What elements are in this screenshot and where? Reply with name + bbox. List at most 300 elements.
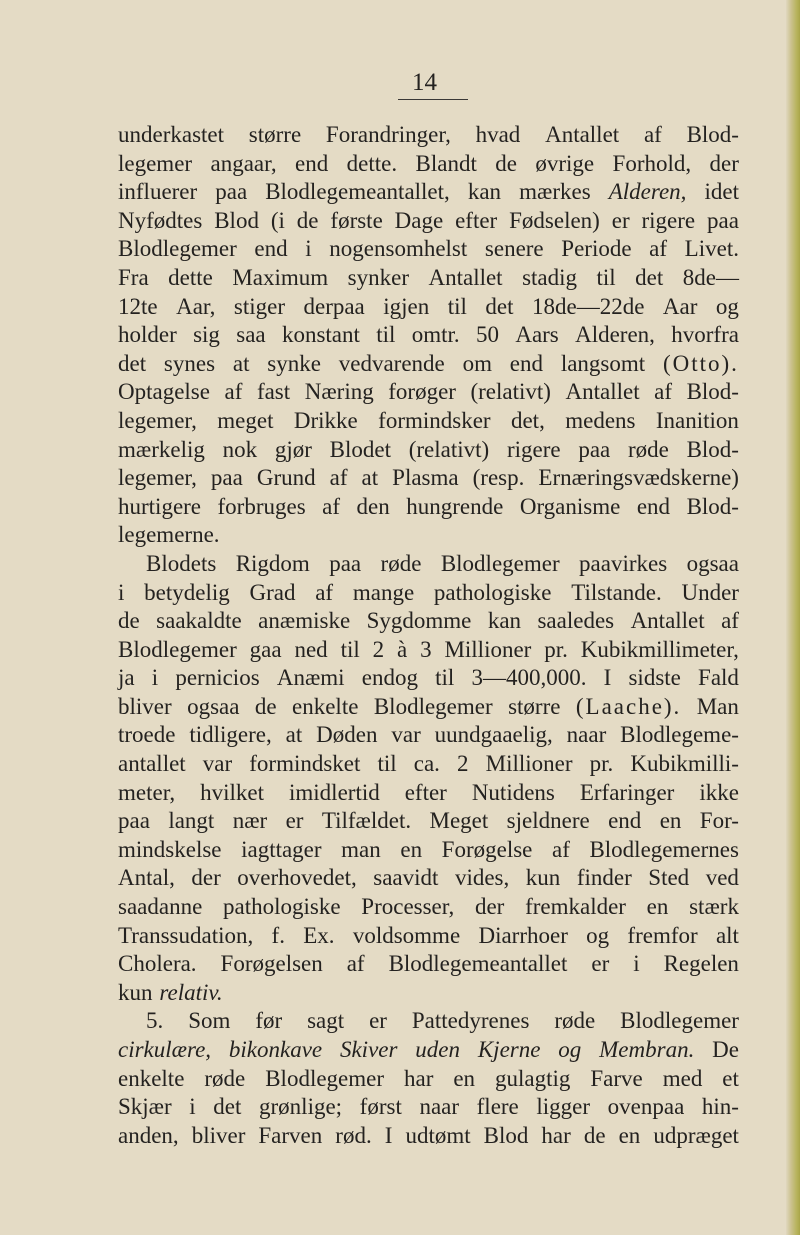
text-line (118, 407, 739, 436)
word: det (118, 350, 147, 376)
word: paavirkes (579, 550, 668, 576)
word: Nutidens (471, 779, 555, 805)
word: formindsket (249, 751, 361, 777)
word: kan (467, 179, 502, 205)
word: Organisme (519, 493, 621, 519)
text-line (118, 493, 739, 522)
word: pr. (589, 751, 614, 777)
word: Blodlegemeantallet (388, 951, 568, 977)
word: (relativt) (470, 379, 551, 405)
text-line (118, 1122, 739, 1151)
text-line (118, 807, 739, 836)
word: de (296, 207, 319, 233)
word: Anæmi (276, 665, 345, 691)
text-line (118, 579, 739, 608)
word: kun (525, 865, 561, 891)
word: og (586, 922, 610, 948)
word: I (384, 1122, 393, 1148)
word: røde (204, 1065, 246, 1091)
text-line (118, 607, 739, 636)
word: var (202, 751, 233, 777)
word: og (715, 293, 739, 319)
word: saadanne (118, 894, 203, 920)
word: Grad (249, 579, 296, 605)
word: Alderen, (575, 322, 655, 348)
word: ca. (413, 751, 440, 777)
word: det (213, 1094, 242, 1120)
word: har (403, 1065, 434, 1091)
word: at (232, 350, 250, 376)
text-line (118, 864, 739, 893)
word: af (346, 951, 365, 977)
word: synker (347, 264, 409, 290)
word: finder (576, 865, 632, 891)
word: ned (294, 636, 328, 662)
word: naar (419, 1094, 460, 1120)
word: Periode (561, 236, 632, 262)
word: i (151, 665, 159, 691)
word: idet (704, 179, 739, 205)
text-line (118, 1007, 739, 1036)
word: angaar, (210, 150, 277, 176)
word: røde (554, 1008, 596, 1034)
word: Inanition (655, 407, 739, 433)
word: af (643, 122, 662, 147)
word: en (400, 836, 423, 862)
text-line (118, 321, 739, 350)
text-line (118, 950, 739, 979)
word: ikke (699, 779, 739, 805)
word: Millioner (485, 751, 573, 777)
word: i (305, 236, 312, 262)
word: rigere (506, 436, 561, 462)
word: 18de—22de (532, 293, 645, 319)
word: Cholera. (118, 951, 197, 977)
word: af (721, 608, 739, 634)
word: legemer (118, 150, 193, 176)
text-line (118, 264, 739, 293)
word: større (508, 693, 561, 719)
word: til (435, 665, 455, 691)
word: til (340, 636, 360, 662)
word: Blod- (686, 436, 739, 462)
word: Kubikmilli- (630, 751, 739, 777)
word: første (330, 207, 383, 233)
word: Blodlegemeantallet, (265, 179, 450, 205)
word: med (662, 1065, 703, 1091)
word: Grund (256, 465, 316, 491)
word: à (396, 636, 408, 662)
word: Blodet (329, 436, 391, 462)
word: nogensomhelst (329, 236, 468, 262)
word: saakaldte (156, 608, 242, 634)
word: ved (705, 865, 739, 891)
text-line (118, 1093, 739, 1122)
word: pathologiske (433, 579, 552, 605)
word: cirkulære, (118, 1037, 212, 1062)
word: antallet (118, 751, 186, 777)
word: For- (699, 808, 739, 834)
word: troede (118, 722, 176, 748)
word: saavidt (373, 865, 439, 891)
word: til (596, 264, 616, 290)
word: Optagelse (118, 379, 210, 405)
word: medens (565, 407, 636, 433)
word: er (591, 951, 610, 977)
page-number-rule (398, 99, 468, 100)
word: hin- (701, 1094, 739, 1120)
word: 5. (146, 1008, 164, 1034)
word: stærk (689, 894, 739, 920)
word: endog (361, 665, 418, 691)
text-line (118, 378, 739, 407)
word: en (618, 1122, 641, 1148)
word: pernicios (175, 665, 260, 691)
word: omtr. (411, 322, 460, 348)
text-line (118, 922, 739, 951)
word: af (329, 465, 348, 491)
word: Erfaringer (579, 779, 675, 805)
body-text (118, 121, 739, 1150)
word: 12te (118, 293, 158, 319)
word: vedvarende (338, 350, 445, 376)
word: det, (510, 407, 545, 433)
word: Antallet (630, 608, 705, 634)
word: betydelig (144, 579, 230, 605)
word: røde (627, 436, 669, 462)
text-line (118, 779, 739, 808)
text-line (118, 235, 739, 264)
word: overhovedet, (237, 865, 357, 891)
word: om (462, 350, 492, 376)
text-line (118, 436, 739, 465)
word: den (356, 493, 390, 519)
word: tidligere, (189, 722, 272, 748)
word: pr. (544, 636, 568, 662)
word: konstant (281, 322, 360, 348)
word: fremkalder (525, 894, 626, 920)
word: Aar (662, 293, 698, 319)
word: Aar, (176, 293, 216, 319)
word: er (611, 207, 630, 233)
word: langsomt (560, 350, 646, 376)
word: mærkelig (118, 436, 205, 462)
word: Blandt (415, 150, 477, 176)
word: end (254, 236, 288, 262)
word: at (285, 722, 303, 748)
word: enkelte (292, 693, 359, 719)
word: Tilfældet. (321, 808, 412, 834)
word: af (551, 836, 570, 862)
word: de (254, 693, 277, 719)
word: sjeldnere (506, 808, 590, 834)
word: Forøgelse (441, 836, 533, 862)
word: Diarrhoer (478, 922, 568, 948)
text-line (118, 664, 739, 693)
word: et (722, 1065, 739, 1091)
text-line (118, 1065, 739, 1094)
word: Skjær (118, 1094, 172, 1120)
word: og (558, 1037, 582, 1062)
word: mærkes (519, 179, 591, 205)
word: Skiver (339, 1037, 398, 1062)
word: (resp. (472, 465, 525, 491)
word: Sygdomme (366, 608, 472, 634)
word: Transsudation, (118, 922, 254, 948)
word: 3—400,000. (471, 665, 587, 691)
word: Ex. (303, 922, 335, 948)
word: Farven (258, 1122, 323, 1148)
word: end (636, 493, 671, 519)
text-line (118, 464, 739, 493)
word: end (608, 808, 642, 834)
text-line (118, 750, 739, 779)
word: Dage (394, 207, 444, 233)
text-line (118, 293, 739, 322)
word: Blodlegemernes (589, 836, 739, 862)
word: der (709, 150, 739, 176)
word: 8de— (682, 264, 739, 290)
word: sagt (307, 1008, 345, 1034)
word: Aars (515, 322, 559, 348)
word: af (322, 493, 341, 519)
word: 2 (372, 636, 385, 662)
word: senere (484, 236, 544, 262)
word: har (541, 1122, 571, 1148)
word: meter, (118, 779, 176, 805)
text-line (118, 693, 739, 722)
word: Pattedyrenes (411, 1008, 530, 1034)
word: at (361, 465, 379, 491)
word: bliver (191, 1122, 246, 1148)
word: ogsaa (686, 550, 739, 576)
word: (relativt) (408, 436, 490, 462)
word: Maximum (232, 264, 329, 290)
word: efter (404, 779, 447, 805)
word: mindskelse (118, 836, 222, 862)
text-line (118, 350, 739, 379)
word: ligger (536, 1094, 591, 1120)
text-line (118, 207, 739, 236)
word: Næring (304, 379, 374, 405)
word: Meget (429, 808, 489, 834)
word: forøger (388, 379, 456, 405)
word: nær (232, 808, 268, 834)
word: er (285, 808, 304, 834)
word: end (509, 350, 543, 376)
word: relativ. (159, 979, 223, 1005)
word: der (191, 865, 221, 891)
word: Kjerne (477, 1037, 541, 1062)
page-edge-shadow (786, 0, 800, 1235)
text-line (118, 979, 739, 1008)
text-line (118, 721, 739, 750)
word: Millioner (444, 636, 532, 662)
word: dette. (346, 150, 398, 176)
text-line (118, 1036, 739, 1065)
word: synes (163, 350, 216, 376)
word: anæmiske (258, 608, 351, 634)
word: paa (215, 179, 248, 205)
word: f. (271, 922, 285, 948)
word: enkelte (118, 1065, 185, 1091)
word: Antal, (118, 865, 175, 891)
word: alt (715, 922, 739, 948)
word: fremfor (627, 922, 698, 948)
text-line (118, 150, 739, 179)
word: af (224, 379, 243, 405)
word: derpaa (303, 293, 365, 319)
word: synke (267, 350, 321, 376)
word: legemer, (118, 407, 197, 433)
text-line (118, 521, 739, 550)
word: underkastet (118, 122, 225, 147)
word: efter (455, 207, 498, 233)
word: stadig (522, 264, 578, 290)
word: legemerne. (118, 522, 220, 548)
word: Blod (483, 1122, 529, 1148)
word: rigere (641, 207, 696, 233)
word: influerer (118, 179, 198, 205)
word: forbruges (217, 493, 306, 519)
word: Blod (214, 207, 259, 233)
word: Blodlegemer (620, 1008, 739, 1034)
word: Fald (698, 665, 739, 691)
word: hungrende (406, 493, 504, 519)
word: end (295, 150, 329, 176)
word: større (248, 122, 302, 147)
word: Antallet (428, 264, 503, 290)
word: Regelen (663, 951, 739, 977)
word: til (376, 322, 396, 348)
word: Som (188, 1008, 231, 1034)
word: paa (118, 808, 150, 834)
word: nok (222, 436, 258, 462)
word: Plasma (392, 465, 459, 491)
word: øvrige (535, 150, 595, 176)
word: Membran. (599, 1037, 695, 1062)
word: Blod- (686, 122, 739, 147)
word: de (118, 608, 140, 634)
text-line (118, 178, 739, 207)
word: langt (168, 808, 215, 834)
word: paa (707, 207, 739, 233)
word: sig (193, 322, 220, 348)
word: mange (352, 579, 415, 605)
word: Blod- (686, 379, 739, 405)
word: Blod- (686, 493, 739, 519)
word: Nyfødtes (118, 207, 203, 233)
word: gjør (274, 436, 312, 462)
word: Antallet (545, 122, 620, 147)
word: gulagtig (495, 1065, 571, 1091)
text-line (118, 121, 739, 150)
word: uden (415, 1037, 460, 1062)
word: først (359, 1094, 402, 1120)
word: pathologiske (223, 894, 341, 920)
word: Drikke (293, 407, 358, 433)
word: De (712, 1037, 739, 1062)
word: Blodlegemer (118, 236, 237, 262)
word: rød. (335, 1122, 372, 1148)
word: Blodlegemer (440, 550, 560, 576)
word: ogsaa (187, 693, 240, 719)
word: Forandringer, (325, 122, 451, 147)
word: Livet. (684, 236, 739, 262)
word: af (649, 236, 668, 262)
word: Blodlegemer (373, 693, 493, 719)
word: I (603, 665, 612, 691)
word: vides, (454, 865, 510, 891)
word: saa (236, 322, 266, 348)
word: holder (118, 322, 177, 348)
word: ovenpaa (607, 1094, 685, 1120)
word: dette (168, 264, 213, 290)
word: (Laache). (575, 693, 682, 719)
word: paa (210, 465, 243, 491)
text-line (118, 893, 739, 922)
word: udpræget (653, 1122, 739, 1148)
page-number: 14 (412, 69, 437, 96)
word: til (377, 751, 397, 777)
word: Antallet (565, 379, 640, 405)
word: Tilstande. (571, 579, 662, 605)
word: man (341, 836, 381, 862)
word: de (495, 150, 517, 176)
word: Ernæringsvædskerne) (538, 465, 739, 491)
word: anden, (118, 1122, 179, 1148)
word: ja (118, 665, 135, 691)
word: Farve (590, 1065, 643, 1091)
word: Rigdom (235, 550, 310, 576)
word: paa (578, 436, 611, 462)
word: hvilket (200, 779, 265, 805)
word: gaa (249, 636, 282, 662)
word: naar (566, 722, 607, 748)
word: 50 (476, 322, 499, 348)
word: Man (696, 693, 739, 719)
word: af (654, 379, 673, 405)
word: 2 (457, 751, 469, 777)
word: en (659, 808, 682, 834)
word: 3 (420, 636, 432, 662)
word: Døden (316, 722, 378, 748)
word: det (485, 293, 514, 319)
word: Forhold, (612, 150, 692, 176)
word: hurtigere (118, 493, 202, 519)
word: Kubikmillimeter, (580, 636, 739, 662)
word: bliver (118, 693, 172, 719)
word: uundgaaelig, (434, 722, 553, 748)
word: imidlertid (289, 779, 380, 805)
word: Blodets (146, 550, 217, 576)
word: Forøgelsen (220, 951, 323, 977)
word: før (255, 1008, 283, 1034)
word: kan (487, 608, 522, 634)
word: sidste (628, 665, 681, 691)
word: det (635, 264, 664, 290)
word: saaledes (537, 608, 615, 634)
word: Fødselen) (509, 207, 600, 233)
text-line (118, 550, 739, 579)
text-line (118, 836, 739, 865)
word: legemer, (118, 465, 197, 491)
word: i (118, 579, 125, 605)
word: (i (270, 207, 285, 233)
word: Blodlegemer (265, 1065, 385, 1091)
word: udtømt (405, 1122, 471, 1148)
word: hvorfra (671, 322, 739, 348)
